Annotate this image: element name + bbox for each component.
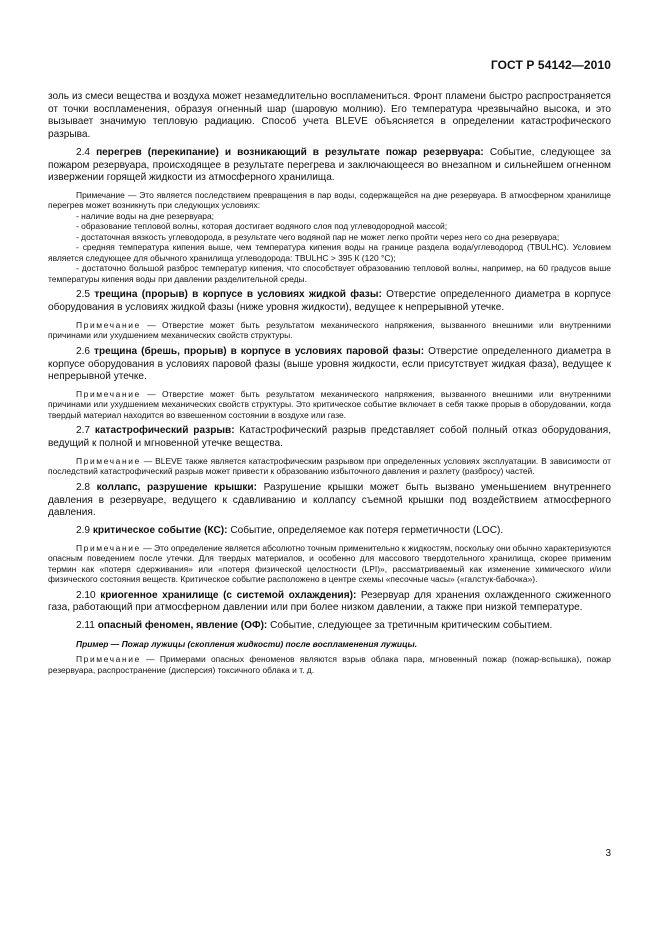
section-number: 2.8 [76,481,91,493]
note-list-item: - достаточная вязкость углеводорода, в результате чего водяной пар не может легко пройти через него со дна резервуара; [76,231,560,242]
section-2-10 [48,590,611,615]
term: криогенное хранилище (с системой охлаждения): [100,589,357,601]
note-list-item: - наличие воды на дне резервуара; [76,210,215,221]
section-2-8 [48,482,611,520]
intro-paragraph: золь из смеси вещества и воздуха может незамедлительно воспламениться. Фронт пламени быстро распространяется от точки воспламенения, образуя огненный шар (шаровую молнию). Его температура чрезвычайно высока, и это вызывает значимую тепловую радиацию. Способ учета BLEVE объясняется в определении катастрофического разрыва. [48,91,611,141]
note-2-11 [48,654,611,675]
note-text: — BLEVE также является катастрофическим разрывом при определенных условиях эксплуатации. В зависимости от последствий катастрофический разрыв может привести к образованию избыточного давления и разлету (разбросу) частей. [48,455,611,477]
note-text: — Отверстие может быть результатом механического напряжения, вызванного внешними или внутренними причинами или ухудшением механических свойств структуры. Это критическое событие включает в себя также прорыв в оборудовании, когда твердый материал находится во взвешенном состоянии в воздухе или газе. [48,388,611,420]
note-list-item: - средняя температура кипения выше, чем температура кипения воды на границе раздела вода/углеводород (TBULHC). Условием является следующее для обычного хранилища углеводорода: TBULHC > 395 К (120 °С); [48,242,611,263]
note-list-item: - достаточно большой разброс температур кипения, что способствует образованию тепловой волны, например, на 60 градусов выше температуры кипения воды при давлении разделительной среды. [48,263,611,284]
note-2-5 [48,320,611,341]
section-number: 2.7 [76,425,91,437]
note-2-6 [48,389,611,421]
note-label: Примечание [76,189,125,200]
definition: Отверстие определенного диаметра в корпусе оборудования в условиях жидкой фазы (ниже уровня жидкости), ведущее к непрерывной утечке. [48,289,612,314]
note-2-9 [48,543,611,585]
document-body [48,91,611,680]
term: критическое событие (КС): [92,524,228,536]
definition: Событие, следующее за пожаром резервуара, происходящее в результате перегрева и заключающееся во внезапном и сильнейшем огненном извержении горящей жидкости из атмосферного хранилища. [48,146,611,184]
note-text: — Это определение является абсолютно точным применительно к жидкостям, поскольку они обычно характеризуются опасным поведением после утечки. Для твердых материалов, и особенно для массового твердотельного хранилища, скорее применим термин как «потеря сдерживания» или «потеря физической целостности (LPI)», рассматриваемый как изменение химического и/или физического состояния веществ. Критическое событие расположено в центре схемы «песочные часы» («галстук-бабочка»). [48,542,611,585]
note-label: Примечание [76,455,141,466]
document-header: ГОСТ Р 54142—2010 [490,58,611,72]
term: опасный феномен, явление (ОФ): [97,620,268,632]
note-label: Примечание [76,319,141,330]
definition: Отверстие определенного диаметра в корпусе оборудования в условиях паровой фазы (выше уровня жидкости, если присутствует жидкая фаза), ведущее к непрерывной утечке. [48,345,612,383]
definition: Событие, следующее за третичным критическим событием. [270,620,553,632]
note-label: Примечание [76,542,141,553]
section-2-9 [48,525,611,538]
section-2-11 [48,620,611,633]
term: коллапс, разрушение крышки: [96,481,257,493]
definition: Событие, определяемое как потеря герметичности (LOC). [230,524,504,536]
definition: Разрушение крышки может быть вызвано уменьшением внутреннего давления в резервуаре, ведущего к сдавливанию и коллапсу съемной крышки под воздействием атмосферного давления. [48,481,611,519]
section-number: 2.6 [76,345,91,357]
section-number: 2.4 [76,146,91,158]
note-label: Примечание [76,388,141,399]
note-text: — Отверстие может быть результатом механического напряжения, вызванного внешними или внутренними причинами или ухудшением механических свойств структуры. [48,319,611,341]
definition: Катастрофический разрыв представляет собой полный отказ оборудования, ведущий к полной и мгновенной утечке вещества. [48,425,611,450]
term: трещина (брешь, прорыв) в корпусе в условиях паровой фазы: [94,345,425,357]
section-2-7 [48,425,611,450]
section-number: 2.10 [76,589,96,601]
definition: Резервуар для хранения охлажденного сжиженного газа, работающий при атмосферном давлении или при более низком давлении, а также при низкой температуре. [48,589,611,614]
note-list-item: - образование тепловой волны, которая достигает водяного слоя под углеводородной массой; [76,221,448,232]
section-2-6 [48,346,611,384]
page-number: 3 [605,848,611,859]
term: катастрофический разрыв: [94,425,235,437]
note-label: Примечание [76,654,141,665]
section-number: 2.11 [76,620,95,632]
note-2-4 [48,190,611,285]
note-text: — Примерами опасных феноменов являются взрыв облака пара, мгновенный пожар (пожар-вспышка), пожар резервуара, распространение (дисперсия) токсичного облака и т. д. [48,654,611,675]
section-2-5 [48,289,611,314]
section-number: 2.9 [76,524,91,536]
section-number: 2.5 [76,289,91,301]
note-text: — Это является последствием превращения в пар воды, содержащейся на дне резервуара. В атмосферном хранилище перегрев может возникнуть при следующих условиях: [48,189,611,211]
term: перегрев (перекипание) и возникающий в результате пожар резервуара: [96,146,484,158]
note-2-7 [48,456,611,477]
example: Пример — Пожар лужицы (скопления жидкости) после воспламенения лужицы. [76,638,418,649]
term: трещина (прорыв) в корпусе в условиях жидкой фазы: [94,289,382,301]
section-2-4 [48,147,611,185]
